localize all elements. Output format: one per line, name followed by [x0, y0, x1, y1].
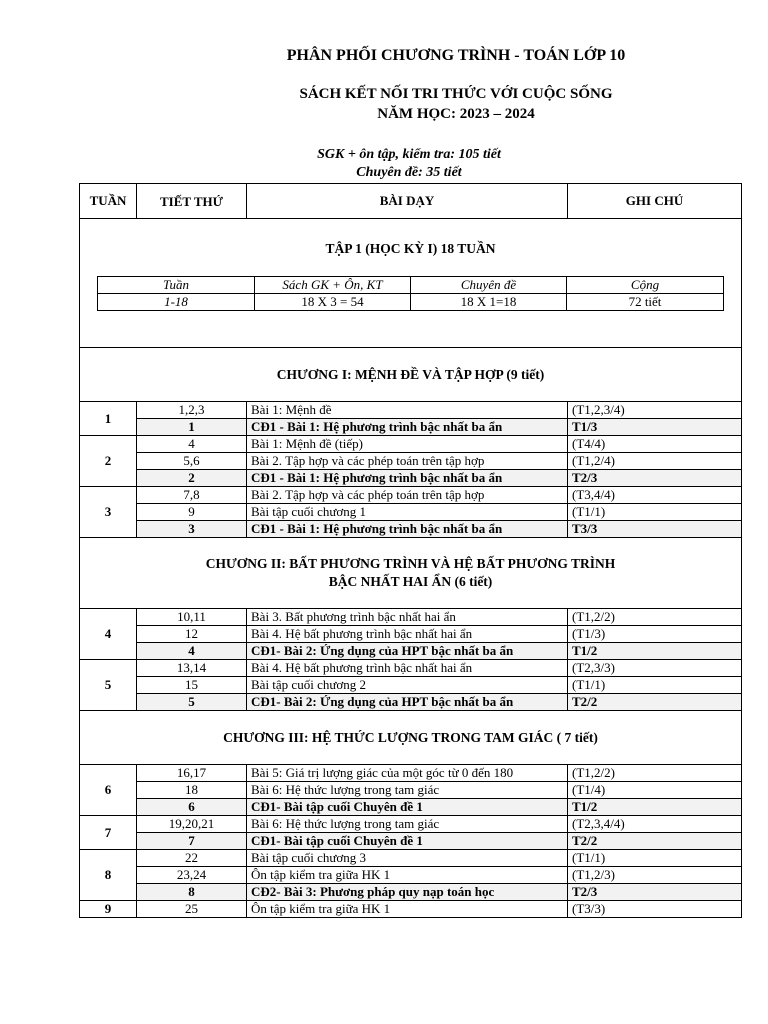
- term-head-total: Cộng: [567, 277, 724, 294]
- sgk-summary: SGK + ôn tập, kiểm tra: 105 tiết: [317, 147, 501, 162]
- col-lesson-header: TIẾT THỨ: [137, 184, 247, 219]
- lesson-number-cell: 4: [137, 436, 247, 453]
- table-row: [80, 402, 742, 419]
- lesson-note-cell: (T1,2/3): [568, 867, 742, 884]
- lesson-content-cell: Ôn tập kiểm tra giữa HK 1: [247, 867, 568, 884]
- week-cell: 9: [80, 901, 137, 918]
- table-header: [80, 184, 742, 219]
- week-cell: 7: [80, 816, 137, 850]
- book-name: SÁCH KẾT NỐI TRI THỨC VỚI CUỘC SỐNG: [299, 86, 613, 102]
- chapter-1-rows: [80, 402, 742, 538]
- term-head-chuyende: Chuyên đề: [411, 277, 567, 294]
- lesson-note-cell: T3/3: [568, 521, 742, 538]
- term-summary-head: [98, 277, 724, 294]
- table-row: [80, 504, 742, 521]
- term-title: TẬP 1 (HỌC KỲ I) 18 TUẦN: [325, 241, 496, 256]
- school-year: NĂM HỌC: 2023 – 2024: [377, 106, 535, 122]
- table-row: [80, 694, 742, 711]
- lesson-content-cell: Bài 3. Bất phương trình bậc nhất hai ẩn: [247, 609, 568, 626]
- week-cell: 2: [80, 436, 137, 487]
- lesson-number-cell: 7,8: [137, 487, 247, 504]
- lesson-number-cell: 8: [137, 884, 247, 901]
- lesson-note-cell: (T1/3): [568, 626, 742, 643]
- chapter-3-row: [80, 711, 742, 765]
- table-row: [80, 470, 742, 487]
- lesson-number-cell: 4: [137, 643, 247, 660]
- schedule-table: [79, 183, 742, 918]
- table-row: [80, 419, 742, 436]
- lesson-note-cell: (T2,3/3): [568, 660, 742, 677]
- table-row: [80, 436, 742, 453]
- chapter-2-title: [80, 538, 742, 609]
- table-row: [80, 867, 742, 884]
- lesson-number-cell: 7: [137, 833, 247, 850]
- lesson-number-cell: 12: [137, 626, 247, 643]
- lesson-note-cell: T1/2: [568, 643, 742, 660]
- lesson-number-cell: 2: [137, 470, 247, 487]
- lesson-note-cell: (T1/1): [568, 850, 742, 867]
- lesson-content-cell: Bài 2. Tập hợp và các phép toán trên tập hợp: [247, 487, 568, 504]
- lesson-note-cell: (T1,2/4): [568, 453, 742, 470]
- term-val-sgk: 18 X 3 = 54: [255, 294, 411, 311]
- lesson-content-cell: Bài 4. Hệ bất phương trình bậc nhất hai ẩn: [247, 660, 568, 677]
- lesson-content-cell: CĐ1- Bài 2: Ứng dụng của HPT bậc nhất ba ẩn: [247, 643, 568, 660]
- col-week-header: TUẦN: [80, 184, 137, 219]
- doc-title: PHÂN PHỐI CHƯƠNG TRÌNH - TOÁN LỚP 10: [286, 47, 626, 64]
- lesson-content-cell: CĐ1- Bài 2: Ứng dụng của HPT bậc nhất ba ẩn: [247, 694, 568, 711]
- lesson-content-cell: CĐ1 - Bài 1: Hệ phương trình bậc nhất ba ẩn: [247, 419, 568, 436]
- lesson-content-cell: Bài 4. Hệ bất phương trình bậc nhất hai ẩn: [247, 626, 568, 643]
- chapter-3-rows: [80, 765, 742, 918]
- term-summary-values: [98, 294, 724, 311]
- term-head-week: Tuần: [98, 277, 255, 294]
- lesson-note-cell: (T1,2/2): [568, 765, 742, 782]
- lesson-content-cell: Bài 6: Hệ thức lượng trong tam giác: [247, 782, 568, 799]
- chapter-1-row: [80, 348, 742, 402]
- week-cell: 3: [80, 487, 137, 538]
- lesson-note-cell: (T3/3): [568, 901, 742, 918]
- lesson-number-cell: 13,14: [137, 660, 247, 677]
- col-note-header: GHI CHÚ: [568, 184, 742, 219]
- chapter-2-rows: [80, 609, 742, 711]
- week-cell: 8: [80, 850, 137, 901]
- table-row: [80, 521, 742, 538]
- week-cell: 6: [80, 765, 137, 816]
- term-summary-table: [97, 276, 724, 311]
- term-val-chuyende: 18 X 1=18: [411, 294, 567, 311]
- week-cell: 4: [80, 609, 137, 660]
- table-row: [80, 765, 742, 782]
- lesson-content-cell: Bài tập cuối chương 1: [247, 504, 568, 521]
- lesson-note-cell: (T1,2,3/4): [568, 402, 742, 419]
- table-row: [80, 833, 742, 850]
- term-head-sgk: Sách GK + Ôn, KT: [255, 277, 411, 294]
- lesson-content-cell: CĐ1 - Bài 1: Hệ phương trình bậc nhất ba ẩn: [247, 521, 568, 538]
- chapter-1-title: CHƯƠNG I: MỆNH ĐỀ VÀ TẬP HỢP (9 tiết): [80, 348, 742, 402]
- lesson-note-cell: T2/3: [568, 884, 742, 901]
- lesson-note-cell: (T3,4/4): [568, 487, 742, 504]
- lesson-content-cell: CĐ1- Bài tập cuối Chuyên đề 1: [247, 833, 568, 850]
- lesson-note-cell: (T1/1): [568, 504, 742, 521]
- lesson-number-cell: 1: [137, 419, 247, 436]
- lesson-note-cell: (T1/1): [568, 677, 742, 694]
- lesson-content-cell: Bài 6: Hệ thức lượng trong tam giác: [247, 816, 568, 833]
- chapter-2-title-line1: CHƯƠNG II: BẤT PHƯƠNG TRÌNH VÀ HỆ BẤT PHƯƠNG TRÌNH: [205, 556, 616, 571]
- lesson-content-cell: Bài tập cuối chương 3: [247, 850, 568, 867]
- term-section: [80, 219, 742, 348]
- table-row: [80, 609, 742, 626]
- lesson-note-cell: (T4/4): [568, 436, 742, 453]
- lesson-note-cell: T2/3: [568, 470, 742, 487]
- lesson-content-cell: Ôn tập kiểm tra giữa HK 1: [247, 901, 568, 918]
- lesson-number-cell: 18: [137, 782, 247, 799]
- lesson-content-cell: Bài 5: Giá trị lượng giác của một góc từ 0 đến 180: [247, 765, 568, 782]
- lesson-number-cell: 6: [137, 799, 247, 816]
- week-cell: 1: [80, 402, 137, 436]
- table-row: [80, 677, 742, 694]
- lesson-number-cell: 10,11: [137, 609, 247, 626]
- col-content-header: BÀI DẠY: [247, 184, 568, 219]
- table-row: [80, 487, 742, 504]
- table-row: [80, 626, 742, 643]
- lesson-content-cell: CĐ2- Bài 3: Phương pháp quy nạp toán học: [247, 884, 568, 901]
- lesson-note-cell: (T1,2/2): [568, 609, 742, 626]
- lesson-content-cell: Bài 1: Mệnh đề (tiếp): [247, 436, 568, 453]
- lesson-content-cell: Bài 1: Mệnh đề: [247, 402, 568, 419]
- lesson-number-cell: 22: [137, 850, 247, 867]
- chapter-2-title-line2: BẬC NHẤT HAI ẨN (6 tiết): [328, 574, 493, 589]
- lesson-note-cell: T1/3: [568, 419, 742, 436]
- lesson-content-cell: Bài tập cuối chương 2: [247, 677, 568, 694]
- table-row: [80, 643, 742, 660]
- term-val-week: 1-18: [98, 294, 255, 311]
- lesson-number-cell: 9: [137, 504, 247, 521]
- table-row: [80, 884, 742, 901]
- table-row: [80, 799, 742, 816]
- lesson-number-cell: 1,2,3: [137, 402, 247, 419]
- chapter-3-title: CHƯƠNG III: HỆ THỨC LƯỢNG TRONG TAM GIÁC ( 7 tiết): [80, 711, 742, 765]
- lesson-note-cell: T2/2: [568, 694, 742, 711]
- lesson-note-cell: (T1/4): [568, 782, 742, 799]
- table-row: [80, 660, 742, 677]
- lesson-number-cell: 5,6: [137, 453, 247, 470]
- lesson-number-cell: 15: [137, 677, 247, 694]
- lesson-note-cell: T1/2: [568, 799, 742, 816]
- lesson-content-cell: CĐ1 - Bài 1: Hệ phương trình bậc nhất ba ẩn: [247, 470, 568, 487]
- table-row: [80, 901, 742, 918]
- table-row: [80, 816, 742, 833]
- lesson-content-cell: Bài 2. Tập hợp và các phép toán trên tập hợp: [247, 453, 568, 470]
- lesson-number-cell: 19,20,21: [137, 816, 247, 833]
- lesson-number-cell: 5: [137, 694, 247, 711]
- term-val-total: 72 tiết: [567, 294, 724, 311]
- week-cell: 5: [80, 660, 137, 711]
- lesson-number-cell: 16,17: [137, 765, 247, 782]
- chapter-2-row: [80, 538, 742, 609]
- table-row: [80, 782, 742, 799]
- table-row: [80, 850, 742, 867]
- lesson-number-cell: 23,24: [137, 867, 247, 884]
- lesson-note-cell: (T2,3,4/4): [568, 816, 742, 833]
- lesson-note-cell: T2/2: [568, 833, 742, 850]
- lesson-content-cell: CĐ1- Bài tập cuối Chuyên đề 1: [247, 799, 568, 816]
- lesson-number-cell: 25: [137, 901, 247, 918]
- table-row: [80, 453, 742, 470]
- chuyende-summary: Chuyên đề: 35 tiết: [356, 165, 462, 180]
- lesson-number-cell: 3: [137, 521, 247, 538]
